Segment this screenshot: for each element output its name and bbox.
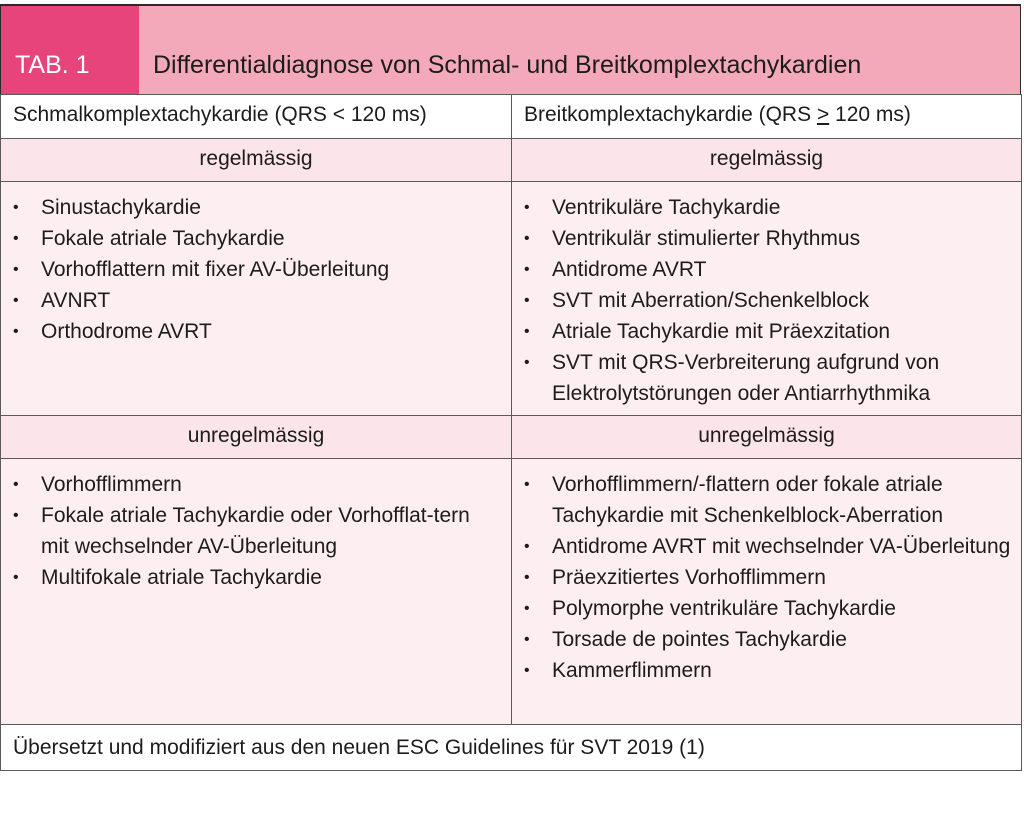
- table-title: Differentialdiagnose von Schmal- und Breitkomplextachykardien: [139, 6, 1020, 94]
- bullet-icon: •: [524, 354, 530, 371]
- bullet-icon: •: [13, 323, 19, 340]
- list-item: [11, 254, 503, 285]
- list-item-text: Fokale atriale Tachykardie: [41, 227, 285, 250]
- footnote: Übersetzt und modifiziert aus den neuen ESC Guidelines für SVT 2019 (1): [1, 725, 1022, 771]
- regular-wide-cell: [512, 182, 1022, 416]
- bullet-icon: •: [524, 662, 530, 679]
- column-header-wide: [512, 95, 1022, 139]
- list-item: [11, 316, 503, 347]
- irregular-narrow-list: [11, 469, 503, 593]
- bullet-icon: •: [524, 292, 530, 309]
- column-header-wide-prefix: Breitkomplextachykardie (QRS: [524, 103, 817, 126]
- list-item: [522, 593, 1013, 624]
- column-header-narrow-text: Schmalkomplextachykardie (QRS < 120 ms): [13, 103, 427, 126]
- bullet-icon: •: [13, 292, 19, 309]
- bullet-icon: •: [524, 631, 530, 648]
- list-item: [11, 285, 503, 316]
- list-item: [522, 624, 1013, 655]
- bullet-icon: •: [524, 199, 530, 216]
- list-item-text: Atriale Tachykardie mit Präexzitation: [552, 320, 891, 343]
- list-item-text: Vorhofflimmern: [41, 473, 182, 496]
- list-item-text: Kammerflimmern: [552, 659, 712, 682]
- list-item: [522, 531, 1013, 562]
- list-item-text: Multifokale atriale Tachykardie: [41, 566, 322, 589]
- column-header-narrow: [1, 95, 512, 139]
- list-item-text: Ventrikuläre Tachykardie: [552, 196, 781, 219]
- bullet-icon: •: [524, 323, 530, 340]
- greater-equal-symbol: >: [816, 103, 830, 126]
- bullet-icon: •: [524, 569, 530, 586]
- bullet-icon: •: [13, 507, 19, 524]
- table-number-label: TAB. 1: [1, 6, 139, 94]
- list-item: [11, 223, 503, 254]
- section-heading-regular-narrow: regelmässig: [1, 139, 512, 182]
- irregular-narrow-cell: [1, 459, 512, 725]
- section-heading-irregular-wide: unregelmässig: [512, 416, 1022, 459]
- bullet-icon: •: [524, 230, 530, 247]
- regular-wide-list: [522, 192, 1013, 409]
- list-item-text: SVT mit Aberration/Schenkelblock: [552, 289, 870, 312]
- irregular-wide-cell: [512, 459, 1022, 725]
- list-item: [522, 655, 1013, 686]
- list-item: [522, 562, 1013, 593]
- list-item-text: Orthodrome AVRT: [41, 320, 212, 343]
- list-item: [11, 192, 503, 223]
- regular-narrow-cell: [1, 182, 512, 416]
- list-item-text: Sinustachykardie: [41, 196, 201, 219]
- list-item: [11, 469, 503, 500]
- irregular-list-row: [1, 459, 1022, 725]
- list-item-text: AVNRT: [41, 289, 111, 312]
- list-item-text: Antidrome AVRT mit wechselnder VA-Überleitung: [552, 535, 1011, 558]
- irregular-wide-list: [522, 469, 1013, 686]
- list-item-text: Präexzitiertes Vorhofflimmern: [552, 566, 826, 589]
- bullet-icon: •: [524, 476, 530, 493]
- list-item-text: Vorhofflimmern/-flattern oder fokale atriale Tachykardie mit Schenkelblock-Aberration: [552, 473, 944, 527]
- list-item: [11, 500, 503, 562]
- footnote-row: [1, 725, 1022, 771]
- bullet-icon: •: [13, 569, 19, 586]
- section-heading-row: [1, 416, 1022, 459]
- list-item-text: SVT mit QRS-Verbreiterung aufgrund von Elektrolytstörungen oder Antiarrhythmika: [552, 351, 940, 405]
- section-heading-irregular-narrow: unregelmässig: [1, 416, 512, 459]
- list-item: [11, 562, 503, 593]
- list-item: [522, 347, 1013, 409]
- list-item: [522, 469, 1013, 531]
- list-item: [522, 285, 1013, 316]
- list-item-text: Polymorphe ventrikuläre Tachykardie: [552, 597, 896, 620]
- bullet-icon: •: [13, 261, 19, 278]
- regular-list-row: [1, 182, 1022, 416]
- bullet-icon: •: [13, 476, 19, 493]
- list-item-text: Vorhofflattern mit fixer AV-Überleitung: [41, 258, 390, 281]
- table-title-bar: [0, 4, 1021, 94]
- column-header-row: [1, 95, 1022, 139]
- list-item: [522, 192, 1013, 223]
- bullet-icon: •: [13, 230, 19, 247]
- list-item: [522, 316, 1013, 347]
- table-container: [0, 4, 1021, 771]
- bullet-icon: •: [13, 199, 19, 216]
- column-header-wide-suffix: 120 ms): [829, 103, 911, 126]
- list-item: [522, 254, 1013, 285]
- differential-table: [0, 94, 1022, 771]
- regular-narrow-list: [11, 192, 503, 347]
- list-item-text: Ventrikulär stimulierter Rhythmus: [552, 227, 861, 250]
- section-heading-regular-wide: regelmässig: [512, 139, 1022, 182]
- list-item-text: Fokale atriale Tachykardie oder Vorhofflat-tern mit wechselnder AV-Überleitung: [41, 504, 470, 558]
- bullet-icon: •: [524, 600, 530, 617]
- list-item-text: Torsade de pointes Tachykardie: [552, 628, 847, 651]
- list-item-text: Antidrome AVRT: [552, 258, 707, 281]
- list-item: [522, 223, 1013, 254]
- bullet-icon: •: [524, 538, 530, 555]
- section-heading-row: [1, 139, 1022, 182]
- bullet-icon: •: [524, 261, 530, 278]
